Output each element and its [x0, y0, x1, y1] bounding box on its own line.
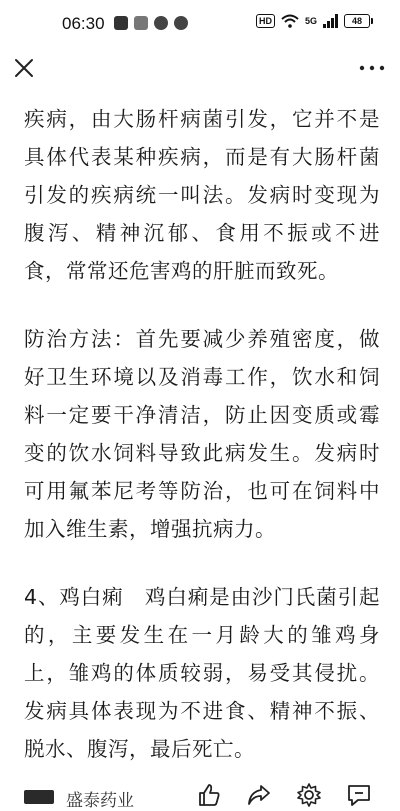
app-notification-icon [134, 16, 148, 30]
notification-icons [114, 16, 188, 30]
article-paragraph: 防治方法：首先要减少养殖密度，做好卫生环境以及消毒工作，饮水和饲料一定要干净清洁，防止因变质或霉变的饮水饲料导致此病发生。发病时可用氟苯尼考等防治，也可在饲料中加入维生素，增强抗病力。 [24, 327, 380, 541]
status-bar [0, 0, 400, 48]
article-paragraph: 疾病，由大肠杆病菌引发，它并不是具体代表某种疾病，而是有大肠杆菌引发的疾病统一叫法。发病时变现为腹泻、精神沉郁、食用不振或不进食，常常还危害鸡的肝脏而致死。 [24, 107, 380, 283]
more-icon[interactable] [358, 58, 386, 78]
signal-icon [323, 14, 338, 28]
system-indicators [256, 14, 370, 28]
battery-level: 48 [351, 16, 362, 26]
source-logo [24, 790, 54, 804]
share-icon[interactable] [246, 782, 272, 808]
hd-icon: HD [256, 14, 275, 28]
app-notification-icon [154, 16, 168, 30]
top-bar [0, 48, 400, 90]
network-type: 5G [304, 16, 317, 26]
close-icon[interactable] [12, 56, 36, 80]
app-notification-icon [174, 16, 188, 30]
gear-icon[interactable] [296, 782, 322, 808]
article-paragraph: 4、鸡白痢 鸡白痢是由沙门氏菌引起的，主要发生在一月龄大的雏鸡身上，雏鸡的体质较弱，易受其侵扰。发病具体表现为不进食、精神不振、脱水、腹泻，最后死亡。 [24, 585, 380, 761]
battery-icon [344, 14, 370, 28]
bottom-bar [0, 776, 400, 811]
source-name[interactable]: 盛泰药业 [66, 791, 134, 811]
thumbs-up-icon[interactable] [196, 782, 222, 808]
status-time: 06:30 [62, 14, 105, 33]
wifi-icon [281, 14, 299, 28]
comment-icon[interactable] [346, 782, 372, 808]
app-notification-icon [114, 16, 128, 30]
